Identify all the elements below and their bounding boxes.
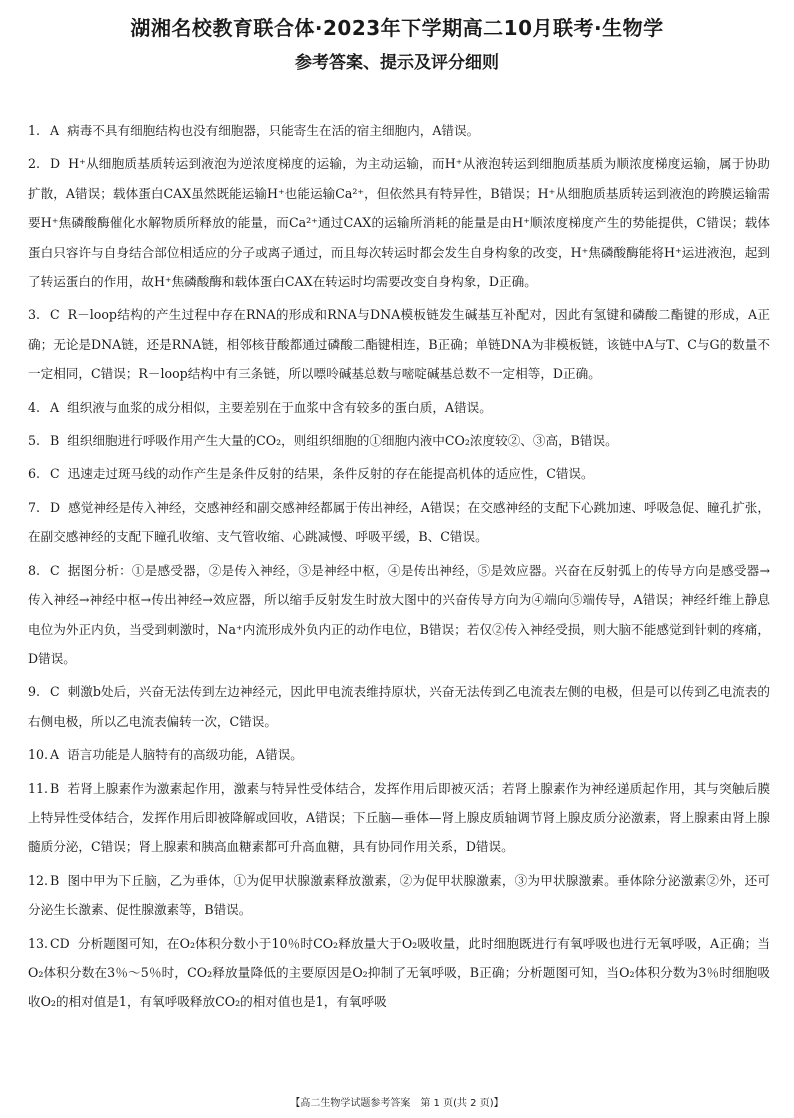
item-number: 11. xyxy=(28,780,49,796)
item-explanation: 据图分析：①是感受器，②是传入神经，③是神经中枢，④是传出神经，⑤是效应器。兴奋在反射弧上的传导方向是感受器→传入神经→神经中枢→传出神经→效应器，所以缩手反射发生时放大图中的兴奋传导方向为④端向⑤端传导，A错误；神经纤维上静息电位为外正内负，当受到刺激时，Na⁺内流形成外负内正的动作电位，B错误；若仅②传入神经受损，则大脑不能感觉到针刺的疼痛，D错误。 xyxy=(28,562,770,666)
item-answer: B xyxy=(50,872,60,888)
item-answer: CD xyxy=(50,935,70,951)
item-explanation: H⁺从细胞质基质转运到液泡为逆浓度梯度的运输，为主动运输，而H⁺从液泡转运到细胞质基质为顺浓度梯度运输，属于协助扩散，A错误；载体蛋白CAX虽然既能运输H⁺也能运输Ca²⁺，但依然具有特异性，B错误；H⁺从细胞质基质转运到液泡的跨膜运输需要H⁺焦磷酸酶催化水解物质所释放的能量，而Ca²⁺通过CAX的运输所消耗的能量是由H⁺顺浓度梯度产生的势能提供，C错误；载体蛋白只容许与自身结合部位相适应的分子或离子通过，而且每次转运时都会发生自身构象的改变，H⁺焦磷酸酶能将H⁺运进液泡，起到了转运蛋白的作用，故H⁺焦磷酸酶和载体蛋白CAX在转运时均需要改变自身构象，D正确。 xyxy=(28,156,770,290)
item-explanation: 语言功能是人脑特有的高级功能，A错误。 xyxy=(67,747,303,763)
answer-item-12 xyxy=(28,866,770,925)
answer-item-3 xyxy=(28,300,770,388)
answer-item-11 xyxy=(28,774,770,862)
item-number: 12. xyxy=(28,872,49,888)
item-number: 13. xyxy=(28,935,49,951)
item-answer: A xyxy=(50,123,60,138)
item-explanation: 迅速走过斑马线的动作产生是条件反射的结果，条件反射的存在能提高机体的适应性，C错误。 xyxy=(67,466,594,482)
item-explanation: 病毒不具有细胞结构也没有细胞器，只能寄生在活的宿主细胞内，A错误。 xyxy=(67,123,480,138)
answer-item-7 xyxy=(28,493,770,552)
page-subtitle: 参考答案、提示及评分细则 xyxy=(295,53,499,73)
item-answer: A xyxy=(50,399,60,415)
item-number: 1. xyxy=(28,123,41,138)
item-number: 9. xyxy=(28,684,41,700)
page-title: 湖湘名校教育联合体·2023年下学期高二10月联考·生物学 xyxy=(130,16,664,40)
item-answer: A xyxy=(50,747,60,763)
item-explanation: 分析题图可知，在O₂体积分数小于10％时CO₂释放量大于O₂吸收量，此时细胞既进行有氧呼吸也进行无氧呼吸，A正确；当O₂体积分数在3％～5％时，CO₂释放量降低的主要原因是O₂抑制了无氧呼吸，B正确；分析题图可知，当O₂体积分数为3％时细胞吸收O₂的相对值是1，有氧呼吸释放CO₂的相对值也是1，有氧呼吸 xyxy=(28,935,770,1010)
answer-item-9 xyxy=(28,677,770,736)
answer-item-2 xyxy=(28,149,770,296)
item-answer: C xyxy=(50,562,60,578)
item-explanation: 若肾上腺素作为激素起作用，激素与特异性受体结合，发挥作用后即被灭活；若肾上腺素作为神经递质起作用，其与突触后膜上特异性受体结合，发挥作用后即被降解或回收，A错误；下丘脑—垂体—肾上腺皮质轴调节肾上腺皮质分泌激素，肾上腺素由肾上腺髓质分泌，C错误；肾上腺素和胰高血糖素都可升高血糖，具有协同作用关系，D错误。 xyxy=(28,780,770,855)
page-footer: 【高二生物学试题参考答案 第 1 页(共 2 页)】 xyxy=(290,1098,504,1109)
item-number: 10. xyxy=(28,747,49,763)
item-explanation: 刺激b处后，兴奋无法传到左边神经元，因此甲电流表维持原状，兴奋无法传到乙电流表左侧的电极，但是可以传到乙电流表的右侧电极，所以乙电流表偏转一次，C错误。 xyxy=(28,684,770,729)
answer-item-1 xyxy=(28,116,770,145)
answer-item-4 xyxy=(28,393,770,422)
item-answer: D xyxy=(50,156,61,172)
item-number: 2. xyxy=(28,156,41,172)
item-answer: C xyxy=(50,466,60,482)
item-answer: B xyxy=(50,433,60,449)
answer-item-6 xyxy=(28,459,770,488)
item-number: 4. xyxy=(28,399,41,415)
item-explanation: 感觉神经是传入神经，交感神经和副交感神经都属于传出神经，A错误；在交感神经的支配下心跳加速、呼吸急促、瞳孔扩张，在副交感神经的支配下瞳孔收缩、支气管收缩、心跳减慢、呼吸平缓，B、C错误。 xyxy=(28,499,770,545)
item-answer: D xyxy=(50,499,61,515)
answer-item-10 xyxy=(28,740,770,769)
answer-list xyxy=(28,116,770,1021)
item-number: 6. xyxy=(28,466,41,482)
item-explanation: R－loop结构的产生过程中存在RNA的形成和RNA与DNA模板链发生碱基互补配对，因此有氢键和磷酸二酯键的形成，A正确；无论是DNA链，还是RNA链，相邻核苷酸都通过磷酸二酯键相连，B正确；单链DNA为非模板链，该链中A与T、C与G的数量不一定相同，C错误；R－loop结构中有三条链，所以嘌呤碱基总数与嘧啶碱基总数不一定相等，D正确。 xyxy=(28,307,770,382)
item-explanation: 组织液与血浆的成分相似，主要差别在于血浆中含有较多的蛋白质，A错误。 xyxy=(67,399,492,415)
item-number: 8. xyxy=(28,562,41,578)
answer-item-8 xyxy=(28,556,770,674)
item-answer: C xyxy=(50,307,60,323)
item-number: 7. xyxy=(28,499,41,515)
item-explanation: 组织细胞进行呼吸作用产生大量的CO₂，则组织细胞的①细胞内液中CO₂浓度较②、③高，B错误。 xyxy=(67,433,618,449)
item-number: 3. xyxy=(28,307,41,323)
item-explanation: 图中甲为下丘脑，乙为垂体，①为促甲状腺激素释放激素，②为促甲状腺激素，③为甲状腺激素。垂体除分泌激素②外，还可分泌生长激素、促性腺激素等，B错误。 xyxy=(28,872,770,918)
item-number: 5. xyxy=(28,433,41,449)
item-answer: C xyxy=(50,684,60,700)
item-answer: B xyxy=(50,780,60,796)
answer-item-13 xyxy=(28,929,770,1017)
answer-item-5 xyxy=(28,426,770,455)
